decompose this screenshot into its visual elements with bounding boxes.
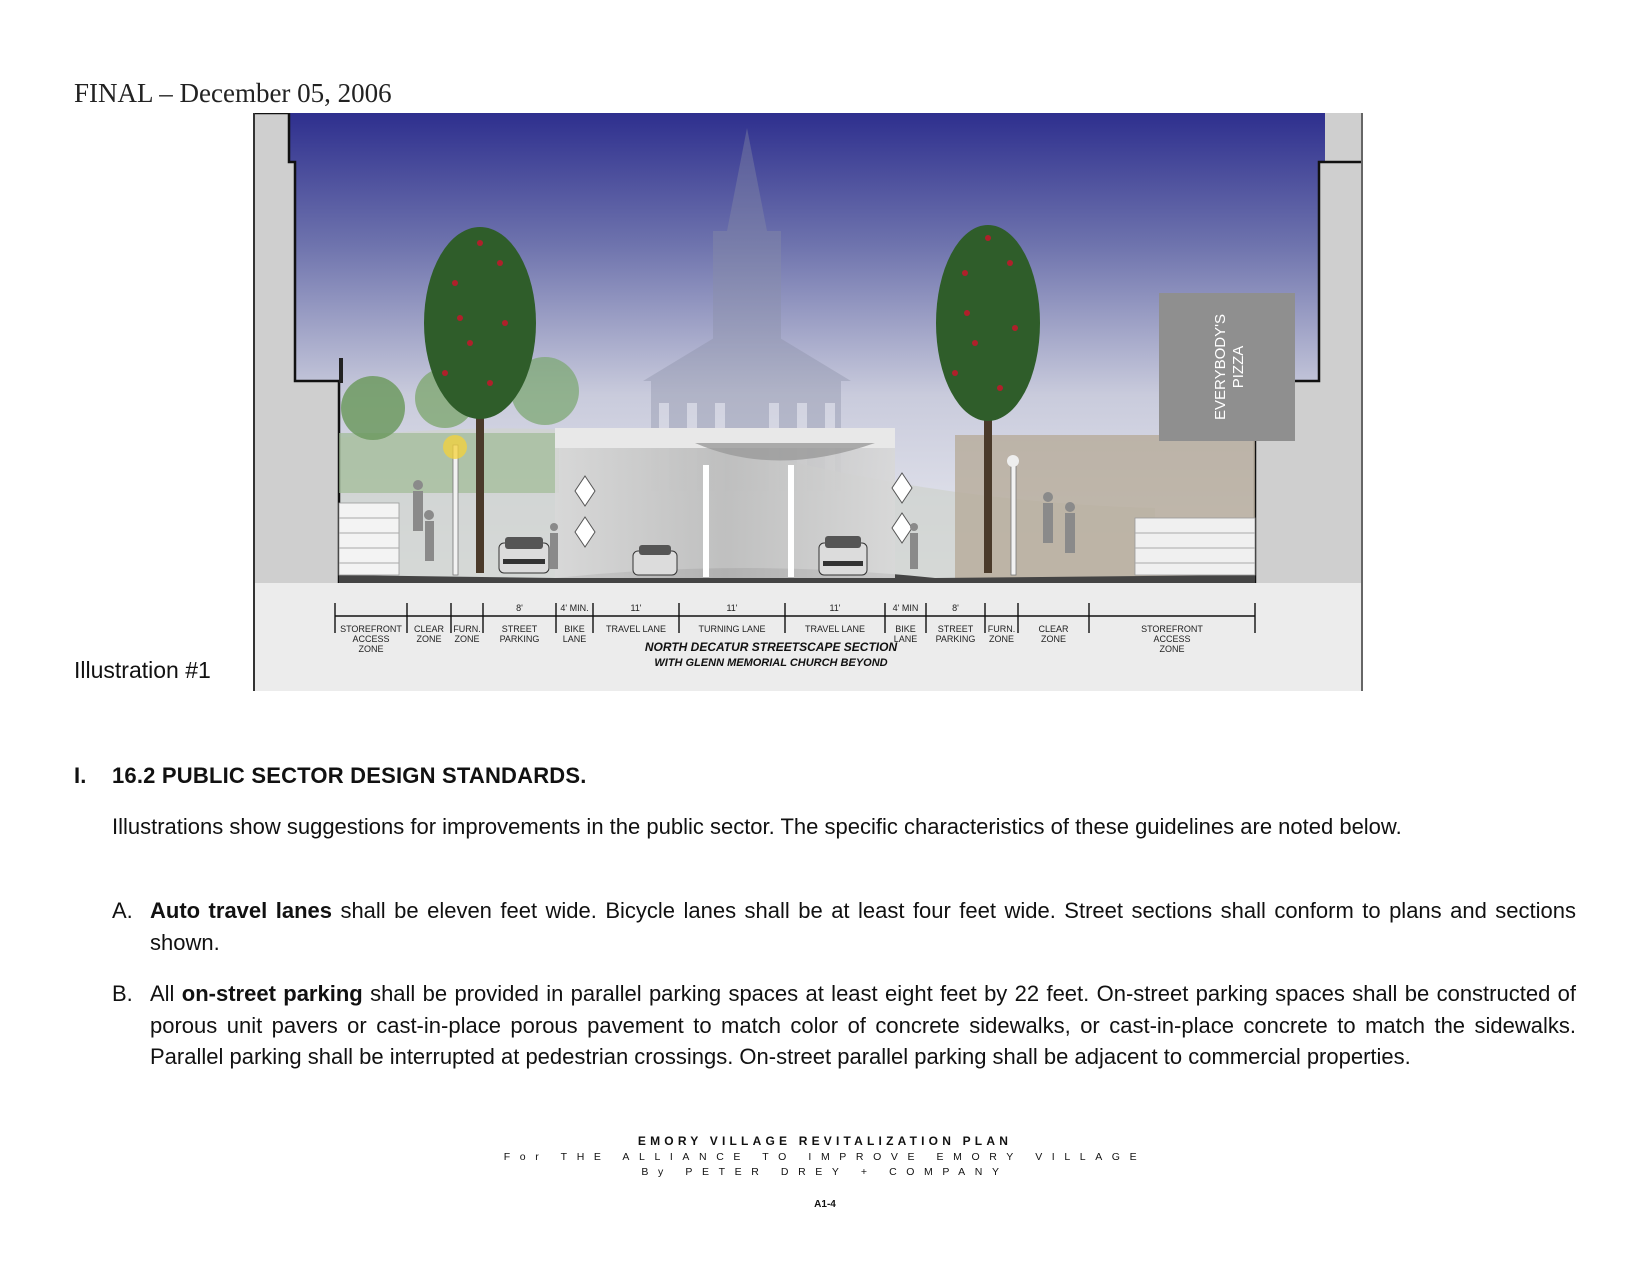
illustration-subtitle: WITH GLENN MEMORIAL CHURCH BEYOND (654, 657, 888, 669)
list-item-body (150, 895, 1576, 958)
list-item-bold-term: on-street parking (181, 981, 363, 1006)
list-item-text: shall be eleven feet wide. Bicycle lanes shall be at least four feet wide. Street sections shall conform to plans and sections shown. (150, 898, 1576, 955)
zone-label: ZONE (1040, 634, 1067, 644)
footer-client-line: For THE ALLIANCE TO IMPROVE EMORY VILLAGE (503, 1151, 1147, 1163)
zone-label: ACCESS (1153, 634, 1191, 644)
right-storefront-seating (1135, 518, 1255, 575)
zone-label: FURN. (987, 624, 1016, 634)
list-item-lead: All (150, 981, 182, 1006)
list-marker: B. (112, 981, 133, 1006)
zone-label: ZONE (416, 634, 442, 644)
zone-label: STOREFRONT (1141, 624, 1203, 634)
list-item-text: shall be provided in parallel parking spaces at least eight feet by 22 feet. On-street parking spaces shall be constructed of porous unit pavers or cast-in-place porous pavement to match color of concrete sidewalks, or cast-in-place concrete to match the sidewalks. Parallel parking shall be interrupted at pedestrian crossings. On-street parallel parking shall be adjacent to commercial properties. (150, 981, 1577, 1069)
list-item-auto-travel-lanes (112, 895, 1576, 958)
footer-author-line: By PETER DREY + COMPANY (641, 1166, 1009, 1178)
zone-label: STREET (501, 624, 538, 634)
zone-label: STREET (937, 624, 974, 634)
section-title: 16.2 PUBLIC SECTOR DESIGN STANDARDS. (112, 763, 587, 788)
illustration-title: NORTH DECATUR STREETSCAPE SECTION (644, 640, 898, 654)
zone-label: PARKING (499, 634, 540, 644)
zone-label: ZONE (988, 634, 1015, 644)
zone-label: CLEAR (1038, 624, 1069, 634)
document-date-header: FINAL – December 05, 2006 (74, 78, 392, 108)
zone-label: TRAVEL LANE (804, 624, 866, 634)
zone-dimension: 8' (516, 603, 523, 613)
zone-label: BIKE (895, 624, 916, 634)
pizza-sign-line2: PIZZA (1230, 345, 1247, 389)
zone-dimension: 11' (726, 603, 738, 613)
footer-page-number: A1-4 (814, 1199, 836, 1210)
zone-dimension: 8' (952, 603, 959, 613)
illustration-label: Illustration #1 (74, 657, 211, 683)
streetscape-illustration (253, 113, 1363, 691)
car-parked-left (499, 537, 549, 573)
car-travel-right (819, 536, 867, 575)
section-heading (74, 763, 587, 789)
zone-dimension: 4' MIN. (560, 603, 589, 613)
list-item-body (150, 978, 1576, 1073)
zone-label: FURN. (453, 624, 481, 634)
zone-label: BIKE (564, 624, 585, 634)
section-intro-paragraph: Illustrations show suggestions for improvements in the public sector. The specific characteristics of these guidelines are noted below. (112, 814, 1402, 839)
zone-label: ZONE (454, 634, 480, 644)
list-item-on-street-parking (112, 978, 1576, 1073)
zone-label: LANE (893, 634, 918, 644)
zone-label: LANE (562, 634, 587, 644)
zone-label: TRAVEL LANE (605, 624, 667, 634)
zone-dimension: 11' (630, 603, 642, 613)
zone-label: ACCESS (352, 634, 390, 644)
pizza-sign-line1: EVERYBODY'S (1212, 314, 1229, 420)
zone-dimension: 11' (829, 603, 841, 613)
footer-plan-title: EMORY VILLAGE REVITALIZATION PLAN (637, 1134, 1013, 1148)
streetscape-section-drawing (255, 113, 1361, 691)
zone-label: ZONE (1159, 644, 1185, 654)
car-travel-left (633, 545, 677, 575)
zone-label: ZONE (358, 644, 384, 654)
zone-dimension: 4' MIN (892, 603, 919, 613)
list-marker: A. (112, 898, 133, 923)
left-storefront-seating (339, 503, 399, 575)
zone-label: STOREFRONT (340, 624, 402, 634)
zone-label: PARKING (935, 634, 976, 644)
zone-label: TURNING LANE (698, 624, 766, 634)
zone-label: CLEAR (413, 624, 445, 634)
list-item-bold-term: Auto travel lanes (150, 898, 332, 923)
section-number: I. (74, 763, 87, 788)
